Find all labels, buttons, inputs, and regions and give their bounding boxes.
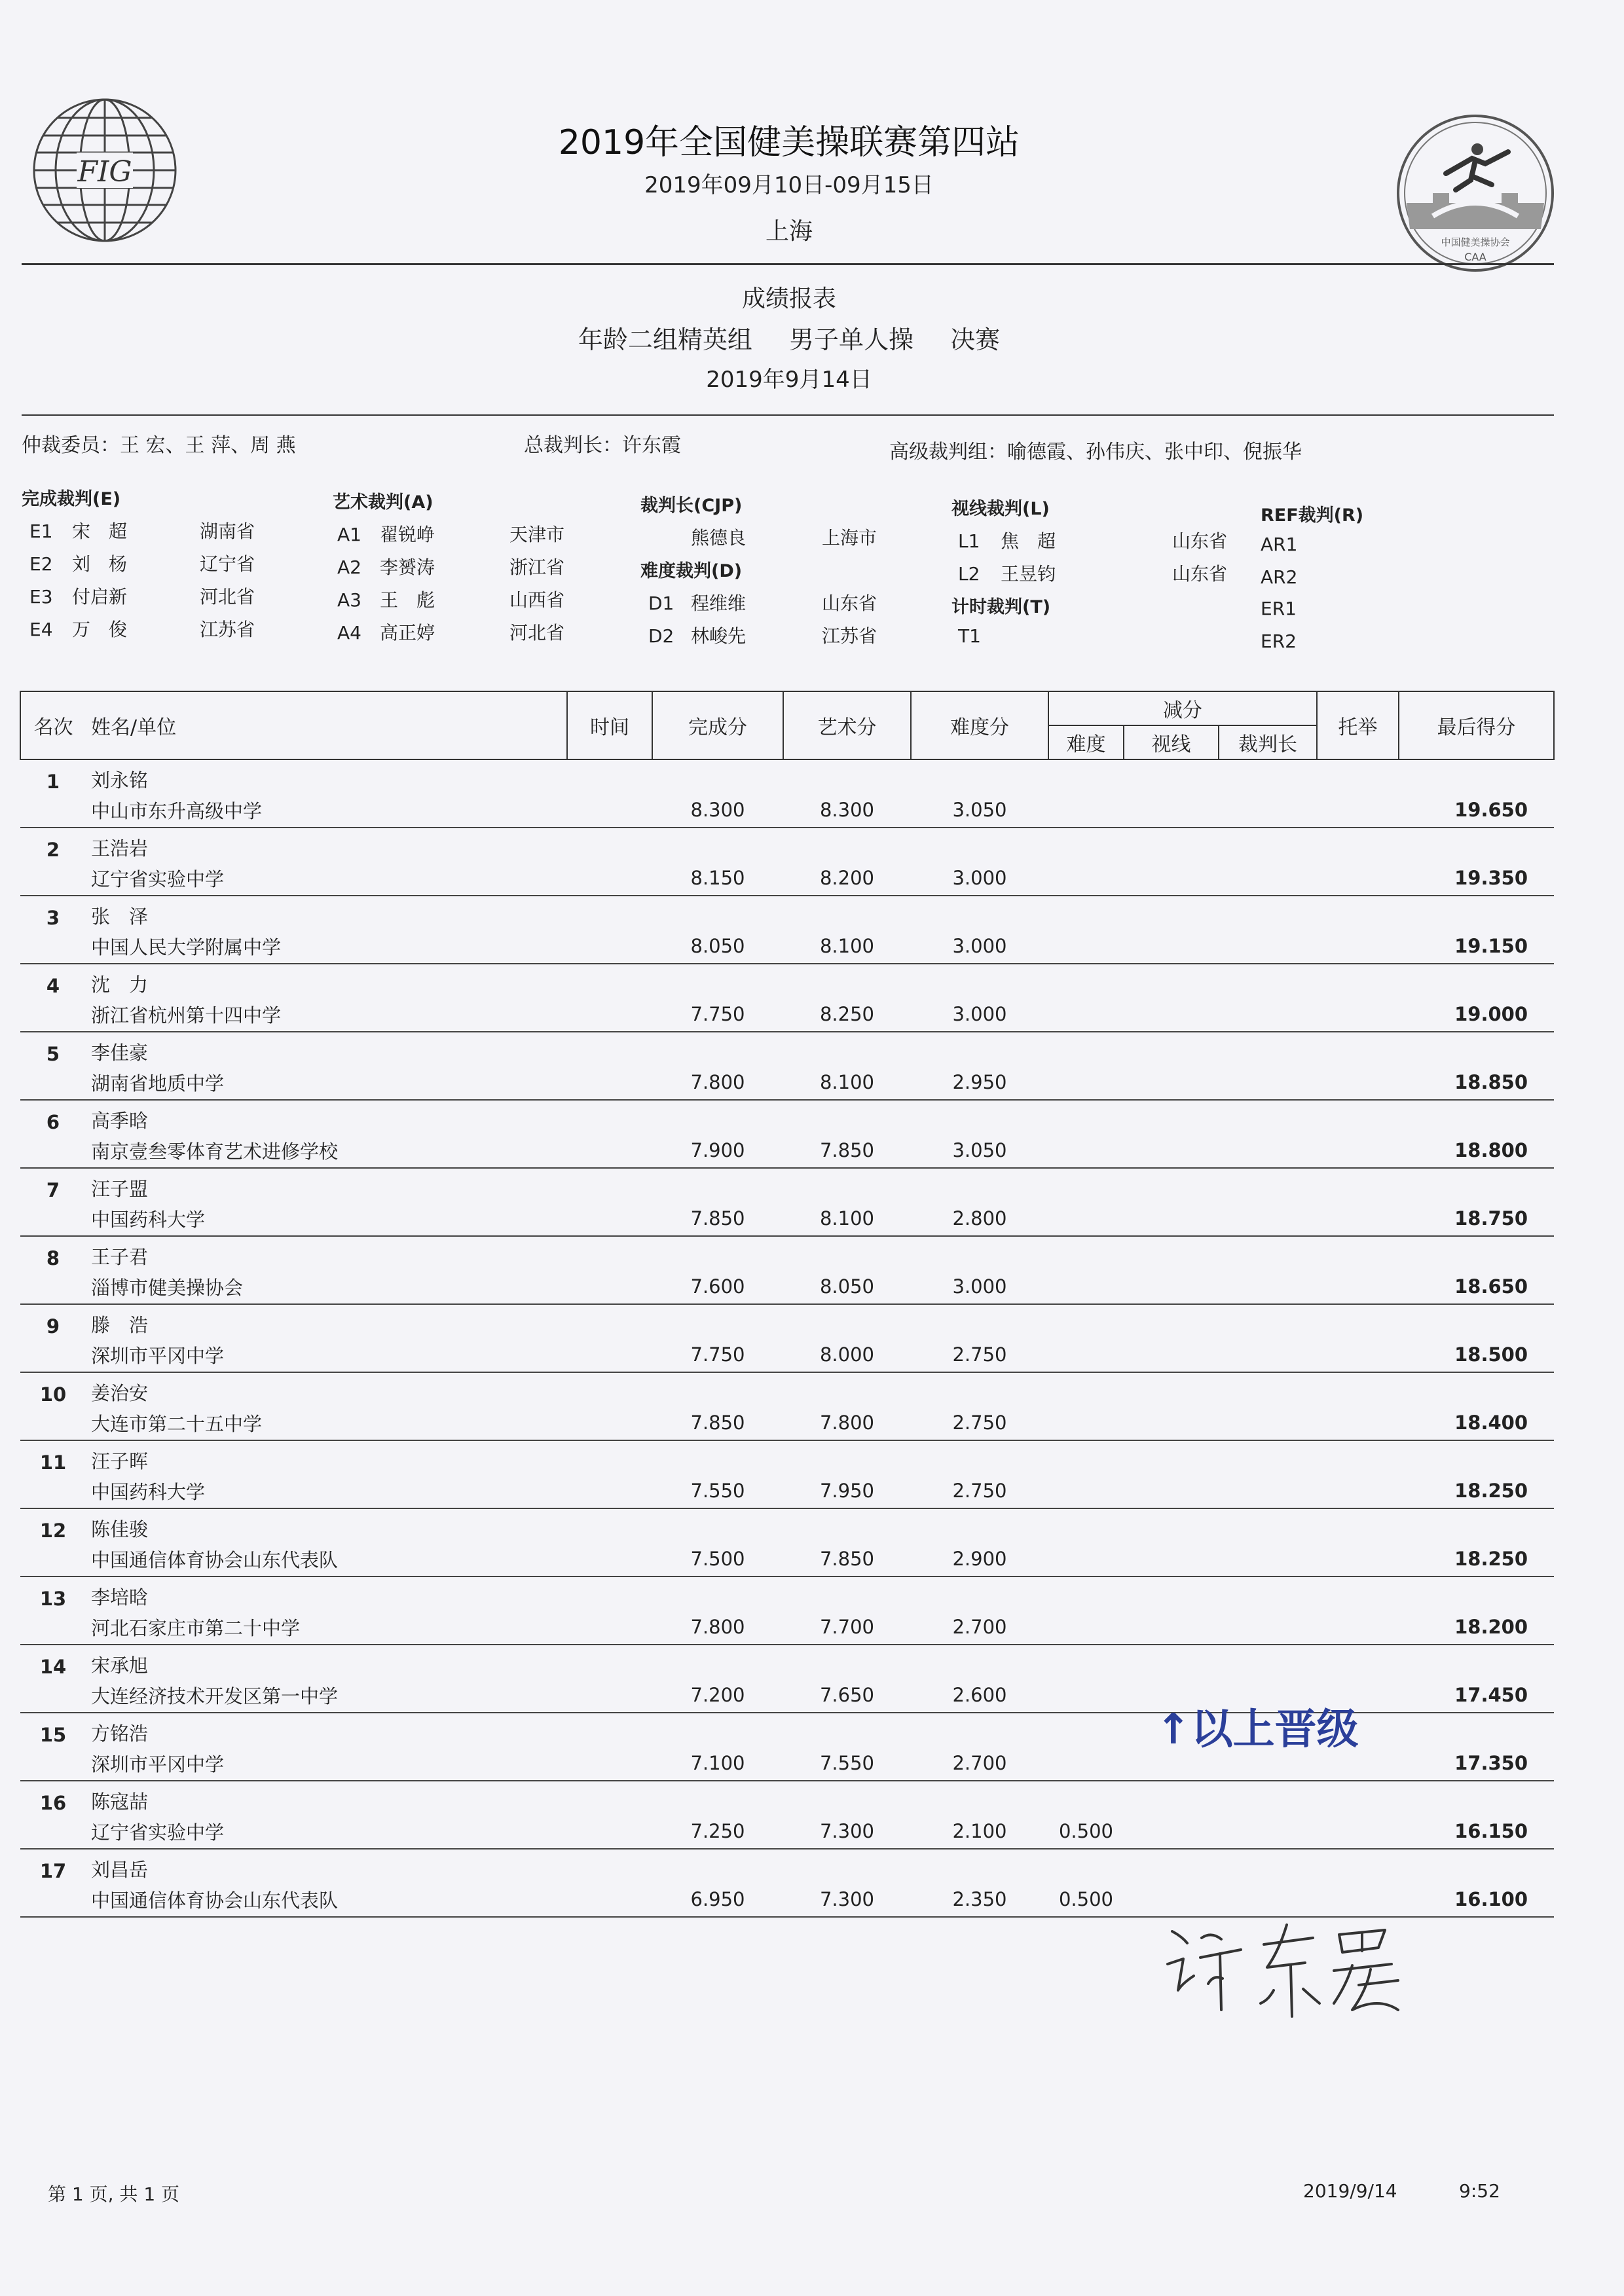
table-row-scores: [20, 929, 1554, 964]
difficulty-deduction: [1048, 793, 1124, 828]
event-title: 2019年全国健美操联赛第四站: [558, 123, 1020, 162]
final-score: 18.200: [1399, 1610, 1554, 1645]
athlete-name: 刘永铭: [91, 769, 149, 792]
difficulty-deduction: [1048, 861, 1124, 896]
table-row-scores: [20, 1201, 1554, 1236]
time-cell: [567, 1678, 652, 1713]
athlete-name: 姜治安: [91, 1382, 149, 1404]
table-row: [20, 828, 1554, 861]
difficulty-score: 2.750: [911, 1406, 1048, 1440]
artistic-score: 7.800: [783, 1406, 911, 1440]
athlete-name: 王浩岩: [91, 837, 149, 860]
difficulty-deduction: [1048, 1406, 1124, 1440]
difficulty-deduction: [1048, 1065, 1124, 1100]
time-cell: [567, 929, 652, 964]
artistic-score: 7.300: [783, 1882, 911, 1917]
athlete-unit: 大连经济技术开发区第一中学: [86, 1678, 567, 1713]
difficulty-score: 3.000: [911, 861, 1048, 896]
rank-cell: 15: [39, 1724, 67, 1746]
artistic-score: 7.650: [783, 1678, 911, 1713]
page-number: 第 1 页, 共 1 页: [48, 2183, 180, 2205]
report-divider: [22, 414, 1554, 416]
lift-cell: [1317, 1269, 1399, 1304]
line-deduction: [1124, 1610, 1219, 1645]
line-deduction: [1124, 1814, 1219, 1849]
difficulty-score: 3.000: [911, 929, 1048, 964]
line-panel-title: 视线裁判(L): [951, 499, 1050, 519]
athlete-name: 宋承旭: [91, 1654, 149, 1677]
lift-cell: [1317, 1406, 1399, 1440]
execution-score: 7.800: [652, 1610, 783, 1645]
artistic-score: 7.950: [783, 1474, 911, 1508]
table-row: [20, 896, 1554, 929]
difficulty-deduction: [1048, 1678, 1124, 1713]
cjp-deduction: [1219, 1201, 1317, 1236]
difficulty-score: 2.700: [911, 1610, 1048, 1645]
difficulty-deduction: [1048, 1542, 1124, 1576]
difficulty-score: 2.800: [911, 1201, 1048, 1236]
fig-logo-text: FIG: [77, 155, 132, 189]
table-row: [20, 1508, 1554, 1542]
difficulty-score: 3.050: [911, 1133, 1048, 1168]
athlete-name: 汪子盟: [91, 1178, 149, 1200]
lift-cell: [1317, 1201, 1399, 1236]
lift-cell: [1317, 997, 1399, 1032]
athlete-name: 方铭浩: [91, 1722, 149, 1745]
time-cell: [567, 1406, 652, 1440]
artistic-score: 8.100: [783, 1065, 911, 1100]
athlete-name: 王子君: [91, 1246, 149, 1268]
difficulty-deduction: [1048, 1133, 1124, 1168]
athlete-unit: 辽宁省实验中学: [86, 1814, 567, 1849]
line-deduction: [1124, 861, 1219, 896]
cjp-deduction: [1219, 861, 1317, 896]
table-row-scores: [20, 997, 1554, 1032]
lift-cell: [1317, 1542, 1399, 1576]
header-final: 最后得分: [1399, 691, 1554, 759]
ref-judge: AR2: [1261, 566, 1298, 588]
execution-score: 7.800: [652, 1065, 783, 1100]
difficulty-deduction: [1048, 1269, 1124, 1304]
cjp-deduction: [1219, 1338, 1317, 1372]
final-score: 18.250: [1399, 1474, 1554, 1508]
table-row: [20, 1576, 1554, 1610]
time-cell: [567, 1882, 652, 1917]
print-date: 2019/9/14: [1303, 2180, 1397, 2202]
athlete-unit: 辽宁省实验中学: [86, 861, 567, 896]
difficulty-deduction: 0.500: [1048, 1882, 1124, 1917]
table-row: [20, 1236, 1554, 1269]
header-difficulty: 难度分: [911, 691, 1048, 759]
time-judge: T1: [958, 625, 981, 647]
athlete-unit: 深圳市平冈中学: [86, 1338, 567, 1372]
final-score: 16.100: [1399, 1882, 1554, 1917]
athlete-unit: 浙江省杭州第十四中学: [86, 997, 567, 1032]
lift-cell: [1317, 1338, 1399, 1372]
difficulty-deduction: [1048, 997, 1124, 1032]
lift-cell: [1317, 1133, 1399, 1168]
athlete-unit: 中国药科大学: [86, 1201, 567, 1236]
final-score: 16.150: [1399, 1814, 1554, 1849]
table-row-scores: [20, 1542, 1554, 1576]
table-row: [20, 1032, 1554, 1065]
difficulty-score: 3.050: [911, 793, 1048, 828]
athlete-unit: 河北石家庄市第二十中学: [86, 1610, 567, 1645]
execution-score: 7.850: [652, 1201, 783, 1236]
artistic-judge: A2 李赟涛 浙江省: [337, 556, 565, 578]
header-artistic: 艺术分: [783, 691, 911, 759]
table-row-scores: [20, 1406, 1554, 1440]
artistic-score: 7.850: [783, 1133, 911, 1168]
table-row-scores: [20, 1474, 1554, 1508]
final-score: 19.650: [1399, 793, 1554, 828]
final-score: 18.800: [1399, 1133, 1554, 1168]
artistic-score: 8.200: [783, 861, 911, 896]
time-cell: [567, 1201, 652, 1236]
athlete-name: 汪子晖: [91, 1450, 149, 1472]
lift-cell: [1317, 793, 1399, 828]
athlete-unit: 湖南省地质中学: [86, 1065, 567, 1100]
artistic-judge: A3 王 彪 山西省: [337, 589, 565, 611]
final-score: 17.450: [1399, 1678, 1554, 1713]
table-row: [20, 964, 1554, 997]
artistic-judge: A4 高正婷 河北省: [337, 622, 565, 644]
line-deduction: [1124, 1133, 1219, 1168]
rank-cell: 11: [39, 1451, 67, 1474]
lift-cell: [1317, 1610, 1399, 1645]
execution-judge: E4 万 俊 江苏省: [29, 619, 255, 640]
header-ded-difficulty: 难度: [1048, 725, 1124, 759]
cjp-deduction: [1219, 929, 1317, 964]
event-city: 上海: [765, 218, 813, 245]
table-row: [20, 1645, 1554, 1678]
table-row: [20, 1304, 1554, 1338]
rank-cell: 6: [46, 1111, 60, 1133]
report-title: 成绩报表: [741, 285, 836, 312]
table-row-scores: [20, 1269, 1554, 1304]
artistic-panel-title: 艺术裁判(A): [333, 492, 434, 513]
rank-cell: 8: [46, 1247, 60, 1269]
difficulty-deduction: [1048, 1201, 1124, 1236]
report-event: 男子单人操: [788, 325, 913, 354]
table-row-scores: [20, 1133, 1554, 1168]
line-deduction: [1124, 1542, 1219, 1576]
difficulty-judge: D2 林峻先 江苏省: [648, 625, 877, 647]
artistic-score: 7.850: [783, 1542, 911, 1576]
time-cell: [567, 1065, 652, 1100]
final-score: 17.350: [1399, 1746, 1554, 1781]
report-subtitle: [0, 319, 1578, 355]
event-dates: 2019年09月10日-09月15日: [644, 172, 934, 198]
execution-score: 7.900: [652, 1133, 783, 1168]
report-date: 2019年9月14日: [706, 367, 872, 393]
final-score: 18.850: [1399, 1065, 1554, 1100]
qualify-note: [1156, 1696, 1359, 1756]
signature: [1162, 1912, 1437, 2023]
final-score: 18.500: [1399, 1338, 1554, 1372]
time-panel-title: 计时裁判(T): [951, 597, 1051, 617]
qualify-note-text: 以上晋级: [1190, 1705, 1359, 1754]
athlete-name: 刘昌岳: [91, 1859, 149, 1881]
final-score: 19.350: [1399, 861, 1554, 896]
execution-judge: E1 宋 超 湖南省: [29, 520, 255, 542]
table-row-scores: [20, 861, 1554, 896]
line-judge: L2 王昱钧 山东省: [958, 563, 1228, 585]
ref-judge: AR1: [1261, 534, 1298, 555]
table-row: [20, 1849, 1554, 1882]
time-cell: [567, 861, 652, 896]
time-cell: [567, 997, 652, 1032]
athlete-name: 陈寇喆: [91, 1791, 149, 1813]
chief-judge: 总裁判长：许东霞: [524, 434, 681, 457]
difficulty-score: 2.950: [911, 1065, 1048, 1100]
cjp-deduction: [1219, 997, 1317, 1032]
table-row: [20, 1168, 1554, 1201]
artistic-score: 7.700: [783, 1610, 911, 1645]
line-deduction: [1124, 793, 1219, 828]
difficulty-score: 2.100: [911, 1814, 1048, 1849]
line-deduction: [1124, 1201, 1219, 1236]
difficulty-score: 2.700: [911, 1746, 1048, 1781]
execution-score: 8.300: [652, 793, 783, 828]
difficulty-score: 2.900: [911, 1542, 1048, 1576]
line-deduction: [1124, 1269, 1219, 1304]
table-row: [20, 1372, 1554, 1406]
rank-cell: 13: [39, 1588, 67, 1610]
execution-score: 7.250: [652, 1814, 783, 1849]
table-row-scores: [20, 1065, 1554, 1100]
athlete-unit: 大连市第二十五中学: [86, 1406, 567, 1440]
artistic-score: 7.300: [783, 1814, 911, 1849]
table-row-scores: [20, 1338, 1554, 1372]
execution-score: 8.150: [652, 861, 783, 896]
execution-score: 7.100: [652, 1746, 783, 1781]
rank-cell: 9: [46, 1315, 60, 1338]
up-arrow-icon: ↑: [1156, 1705, 1191, 1754]
rank-cell: 17: [39, 1860, 67, 1882]
line-deduction: [1124, 929, 1219, 964]
table-row-scores: [20, 1814, 1554, 1849]
athlete-unit: 中国药科大学: [86, 1474, 567, 1508]
execution-score: 7.600: [652, 1269, 783, 1304]
header-name: 姓名/单位: [86, 691, 567, 759]
caa-logo-abbr: CAA: [1464, 251, 1486, 263]
ref-judge: ER2: [1261, 630, 1297, 652]
table-row-scores: [20, 1610, 1554, 1645]
table-row: [20, 1781, 1554, 1814]
table-row: [20, 759, 1554, 793]
difficulty-score: 2.750: [911, 1474, 1048, 1508]
time-cell: [567, 1338, 652, 1372]
line-deduction: [1124, 1338, 1219, 1372]
athlete-name: 李培晗: [91, 1586, 149, 1609]
print-time: 9:52: [1459, 2180, 1500, 2202]
athlete-unit: 中国通信体育协会山东代表队: [86, 1542, 567, 1576]
final-score: 18.250: [1399, 1542, 1554, 1576]
execution-score: 7.850: [652, 1406, 783, 1440]
table-row-scores: [20, 793, 1554, 828]
execution-judge: E2 刘 杨 辽宁省: [29, 553, 255, 575]
athlete-name: 陈佳骏: [91, 1518, 149, 1540]
final-score: 19.150: [1399, 929, 1554, 964]
cjp-deduction: [1219, 1814, 1317, 1849]
line-deduction: [1124, 1406, 1219, 1440]
header-rank: 名次: [20, 691, 86, 759]
artistic-score: 8.300: [783, 793, 911, 828]
header-ded-line: 视线: [1124, 725, 1219, 759]
rank-cell: 4: [46, 975, 60, 997]
header-execution: 完成分: [652, 691, 783, 759]
artistic-judge: A1 翟锐峥 天津市: [337, 524, 565, 545]
difficulty-score: 2.750: [911, 1338, 1048, 1372]
athlete-name: 李佳豪: [91, 1042, 149, 1064]
header-lift: 托举: [1317, 691, 1399, 759]
lift-cell: [1317, 1065, 1399, 1100]
artistic-score: 8.050: [783, 1269, 911, 1304]
athlete-unit: 淄博市健美操协会: [86, 1269, 567, 1304]
report-stage: 决赛: [950, 325, 1001, 354]
line-judge: L1 焦 超 山东省: [958, 530, 1228, 552]
execution-score: 7.750: [652, 1338, 783, 1372]
table-row: [20, 1440, 1554, 1474]
cjp-panel-title: 裁判长(CJP): [640, 496, 743, 516]
athlete-unit: 深圳市平冈中学: [86, 1746, 567, 1781]
final-score: 19.000: [1399, 997, 1554, 1032]
rank-cell: 10: [39, 1383, 67, 1406]
artistic-score: 8.100: [783, 929, 911, 964]
table-row: [20, 1100, 1554, 1133]
rank-cell: 1: [46, 771, 60, 793]
artistic-score: 8.250: [783, 997, 911, 1032]
time-cell: [567, 1542, 652, 1576]
time-cell: [567, 1814, 652, 1849]
time-cell: [567, 793, 652, 828]
rank-cell: 2: [46, 839, 60, 861]
lift-cell: [1317, 1814, 1399, 1849]
artistic-score: 8.000: [783, 1338, 911, 1372]
athlete-name: 张 泽: [91, 905, 149, 928]
rank-cell: 5: [46, 1043, 60, 1065]
time-cell: [567, 1133, 652, 1168]
time-cell: [567, 1746, 652, 1781]
athlete-name: 沈 力: [91, 974, 149, 996]
ref-panel-title: REF裁判(R): [1261, 505, 1364, 526]
rank-cell: 14: [39, 1656, 67, 1678]
time-cell: [567, 1474, 652, 1508]
execution-score: 7.550: [652, 1474, 783, 1508]
time-cell: [567, 1610, 652, 1645]
execution-score: 6.950: [652, 1882, 783, 1917]
difficulty-judge: D1 程维维 山东省: [648, 592, 877, 614]
senior-panel: 高级裁判组：喻德霞、孙伟庆、张中印、倪振华: [889, 441, 1302, 464]
lift-cell: [1317, 929, 1399, 964]
execution-score: 7.500: [652, 1542, 783, 1576]
cjp-deduction: [1219, 1474, 1317, 1508]
cjp-judge: 熊德良 上海市: [691, 527, 877, 549]
athlete-unit: 南京壹叁零体育艺术进修学校: [86, 1133, 567, 1168]
time-cell: [567, 1269, 652, 1304]
line-deduction: [1124, 1474, 1219, 1508]
rank-cell: 16: [39, 1792, 67, 1814]
execution-judge: E3 付启新 河北省: [29, 586, 255, 608]
header-deductions: 减分: [1048, 691, 1317, 725]
ref-judge: ER1: [1261, 598, 1297, 619]
athlete-name: 滕 浩: [91, 1314, 149, 1336]
cjp-deduction: [1219, 1269, 1317, 1304]
difficulty-score: 3.000: [911, 1269, 1048, 1304]
execution-score: 8.050: [652, 929, 783, 964]
rank-cell: 7: [46, 1179, 60, 1201]
final-score: 18.650: [1399, 1269, 1554, 1304]
final-score: 18.400: [1399, 1406, 1554, 1440]
athlete-unit: 中山市东升高级中学: [86, 793, 567, 828]
difficulty-deduction: [1048, 929, 1124, 964]
cjp-deduction: [1219, 793, 1317, 828]
report-category: 年龄二组精英组: [578, 325, 752, 354]
cjp-deduction: [1219, 1406, 1317, 1440]
difficulty-deduction: 0.500: [1048, 1814, 1124, 1849]
difficulty-deduction: [1048, 1474, 1124, 1508]
final-score: 18.750: [1399, 1201, 1554, 1236]
cjp-deduction: [1219, 1133, 1317, 1168]
jury-members: 仲裁委员：王 宏、王 萍、周 燕: [22, 434, 296, 457]
difficulty-score: 3.000: [911, 997, 1048, 1032]
header-ded-cjp: 裁判长: [1219, 725, 1317, 759]
rank-cell: 3: [46, 907, 60, 929]
table-header-row: [20, 691, 1554, 725]
difficulty-deduction: [1048, 1610, 1124, 1645]
artistic-score: 7.550: [783, 1746, 911, 1781]
lift-cell: [1317, 861, 1399, 896]
difficulty-score: 2.600: [911, 1678, 1048, 1713]
caa-logo-text: 中国健美操协会: [1441, 236, 1510, 248]
cjp-deduction: [1219, 1065, 1317, 1100]
line-deduction: [1124, 1065, 1219, 1100]
difficulty-deduction: [1048, 1746, 1124, 1781]
difficulty-score: 2.350: [911, 1882, 1048, 1917]
difficulty-deduction: [1048, 1338, 1124, 1372]
rank-cell: 12: [39, 1520, 67, 1542]
cjp-deduction: [1219, 1542, 1317, 1576]
artistic-score: 8.100: [783, 1201, 911, 1236]
header-divider: [22, 263, 1554, 265]
lift-cell: [1317, 1474, 1399, 1508]
execution-score: 7.200: [652, 1678, 783, 1713]
athlete-unit: 中国通信体育协会山东代表队: [86, 1882, 567, 1917]
difficulty-panel-title: 难度裁判(D): [640, 561, 743, 581]
athlete-unit: 中国人民大学附属中学: [86, 929, 567, 964]
header-time: 时间: [567, 691, 652, 759]
execution-score: 7.750: [652, 997, 783, 1032]
line-deduction: [1124, 997, 1219, 1032]
cjp-deduction: [1219, 1610, 1317, 1645]
execution-panel-title: 完成裁判(E): [22, 489, 121, 509]
athlete-name: 高季晗: [91, 1110, 149, 1132]
